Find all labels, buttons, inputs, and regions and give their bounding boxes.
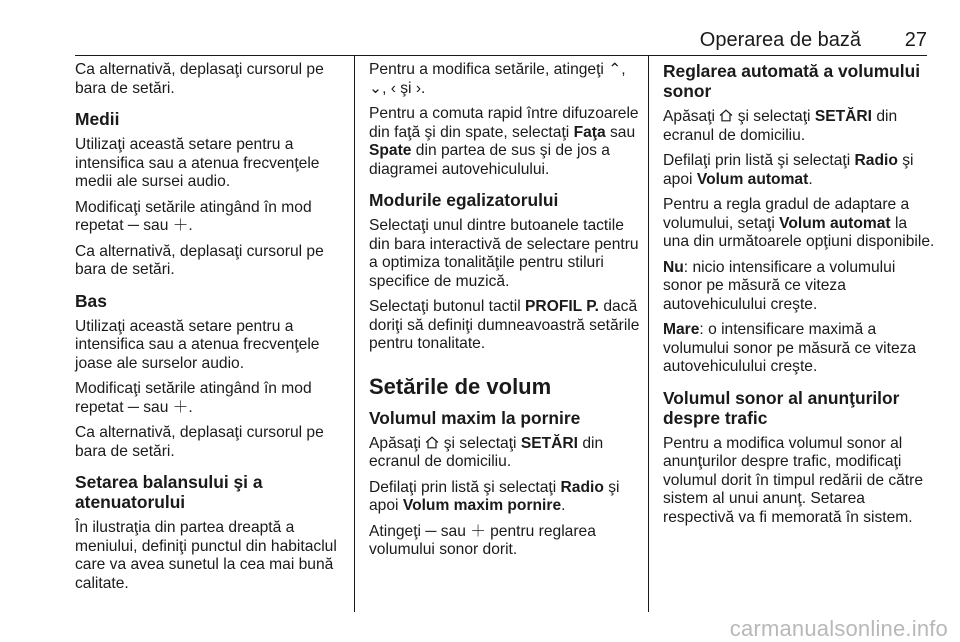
paragraph: Pentru a comuta rapid între difuzoarele din faţă şi din spate, selectaţi Faţa sau Spate din partea de sus şi de jos a diagramei autovehiculului. [369, 105, 639, 178]
paragraph: Pentru a modifica setările, atingeţi ⌃, ⌄, ‹ şi ›. [369, 61, 626, 97]
term-nu: Nu [663, 258, 684, 276]
paragraph: Ca alternativă, deplasaţi cursorul pe bara de setări. [75, 424, 324, 460]
paragraph: Selectaţi butonul tactil PROFIL P. dacă doriţi să definiţi dumneavoastră setările pentru tonalitate. [369, 298, 640, 352]
paragraph: Utilizaţi această setare pentru a intensifica sau a atenua frecvenţele joase ale surselor audio. [75, 317, 320, 372]
section-heading-egalizator: Modurile egalizatorului [369, 190, 559, 210]
section-heading-medii: Medii [75, 109, 120, 129]
watermark: carmanualsonline.info [729, 616, 948, 641]
paragraph: Defilaţi prin listă şi selectaţi Radio şi apoi Volum maxim pornire. [369, 478, 620, 514]
column-2 [369, 61, 641, 567]
term-radio: Radio [854, 152, 898, 169]
term-radio: Radio [560, 478, 604, 496]
paragraph: Pentru a regla gradul de adaptare a volumului, setaţi Volum automat la una din următoarele opţiuni disponibile. [663, 196, 935, 250]
paragraph: Nu: nicio intensificare a volumului sonor pe măsură ce viteza autovehiculului creşte. [663, 258, 896, 313]
section-heading-volum-automat: Reglarea automată a volumului sonor [663, 61, 921, 101]
paragraph: Ca alternativă, deplasaţi cursorul pe bara de setări. [75, 61, 324, 97]
section-heading-anunturi-trafic: Volumul sonor al anunţurilor despre trafic [663, 387, 900, 428]
term-volum-automat: Volum automat [696, 170, 809, 188]
header-divider [75, 55, 927, 56]
home-icon [719, 109, 733, 122]
paragraph: Modificaţi setările atingând în mod repetat ─ sau ＋. [75, 380, 312, 416]
term-volum-automat: Volum automat [779, 214, 891, 232]
page-number: 27 [904, 29, 927, 51]
paragraph: Selectaţi unul dintre butoanele tactile din bara interactivă de selectare pentru a optimiza tonalităţile pentru stiluri specifice de muzică. [369, 217, 639, 290]
section-heading-volum-maxim: Volumul maxim la pornire [369, 407, 581, 428]
column-divider [648, 56, 649, 612]
page-title: Operarea de bază [699, 29, 861, 51]
home-icon [425, 436, 439, 449]
paragraph: Apăsaţi şi selectaţi SETĂRI din ecranul de domiciliu. [369, 434, 604, 470]
paragraph: Pentru a modifica volumul sonor al anunţurilor despre trafic, modificaţi volumul dorit în timpul redării de către sistem al unui anunţ. Setarea respectivă va fi memorată în sistem. [663, 434, 924, 526]
page-header [75, 29, 927, 53]
paragraph: În ilustraţia din partea dreaptă a meniului, definiţi punctul din habitaclul care va avea sunetul la cea mai bună calitate. [75, 519, 337, 592]
term-setari: SETĂRI [520, 434, 579, 452]
paragraph: Utilizaţi această setare pentru a intensifica sau a atenua frecvenţele medii ale sursei audio. [75, 136, 320, 190]
paragraph: Atingeţi ─ sau ＋ pentru reglarea volumului sonor dorit. [369, 522, 596, 558]
term-volum-maxim-pornire: Volum maxim pornire [402, 497, 562, 514]
term-spate: Spate [369, 142, 412, 159]
section-heading-balans: Setarea balansului şi a atenuatorului [75, 472, 263, 512]
paragraph: Mare: o intensificare maximă a volumului sonor pe măsură ce viteza autovehiculului creşte. [663, 321, 917, 375]
section-heading-bas: Bas [75, 290, 107, 311]
term-profil: PROFIL P. [525, 298, 599, 315]
term-mare: Mare [663, 321, 700, 338]
column-divider [354, 56, 355, 612]
term-setari: SETĂRI [814, 108, 873, 125]
paragraph: Defilaţi prin listă şi selectaţi Radio şi apoi Volum automat. [663, 152, 914, 188]
paragraph: Apăsaţi şi selectaţi SETĂRI din ecranul de domiciliu. [663, 108, 898, 144]
column-3 [663, 61, 935, 534]
chapter-heading-setari-volum: Setările de volum [369, 373, 552, 399]
paragraph: Ca alternativă, deplasaţi cursorul pe bara de setări. [75, 242, 324, 278]
term-fata: Faţa [573, 123, 606, 141]
paragraph: Modificaţi setările atingând în mod repetat ─ sau ＋. [75, 198, 312, 234]
column-1 [75, 61, 347, 600]
